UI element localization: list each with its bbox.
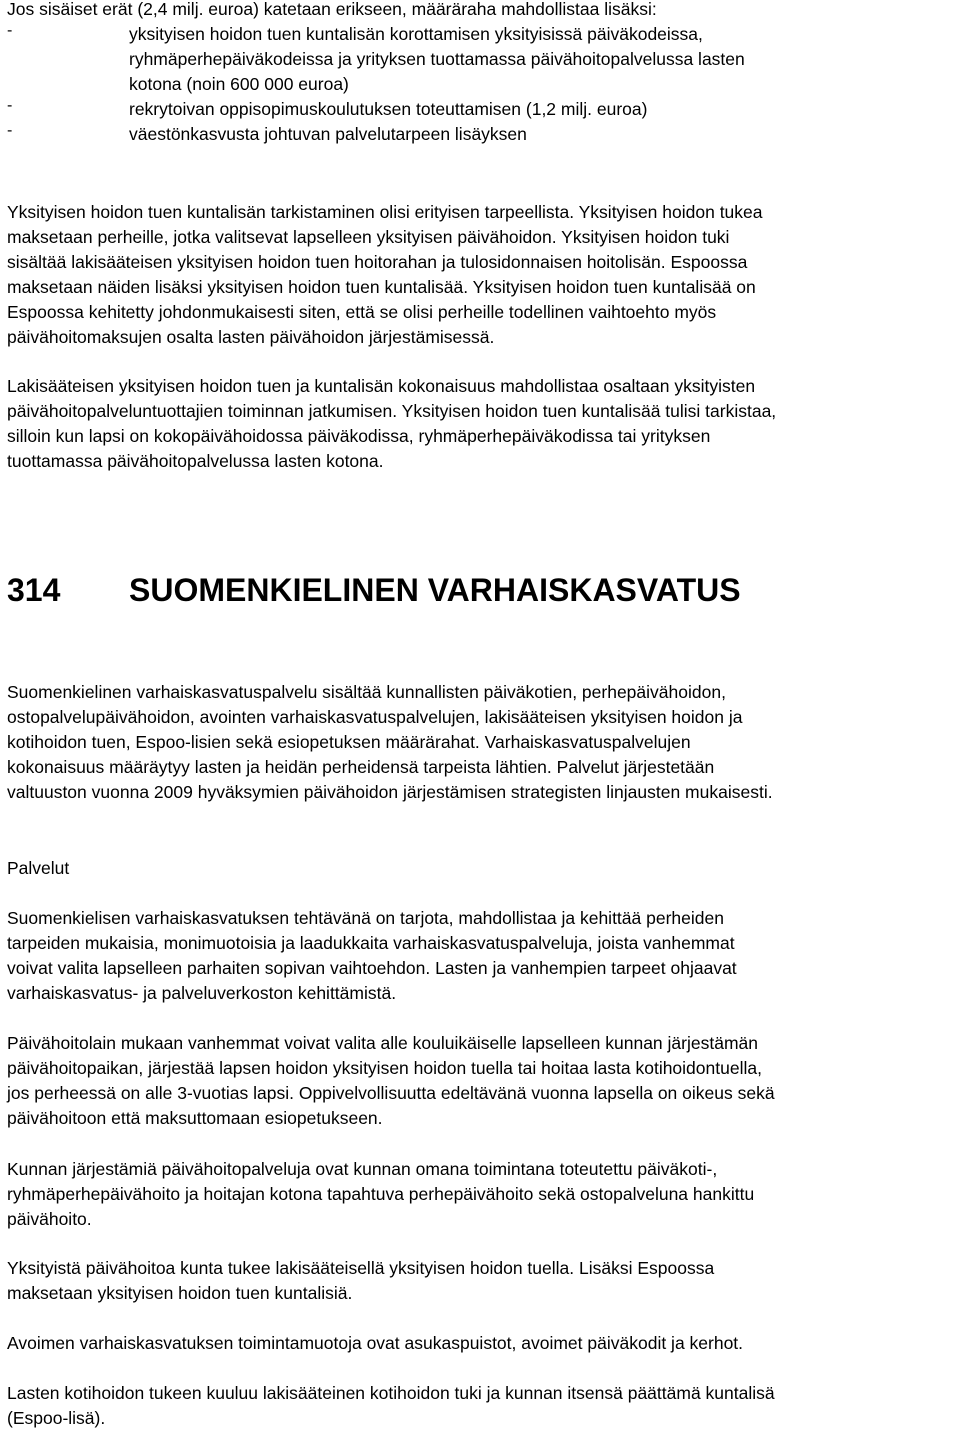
text-line: kotihoidon tuen, Espoo-lisien sekä esiopetuksen määrärahat. Varhaiskasvatuspalvelujen	[7, 732, 691, 752]
text-line: Suomenkielisen varhaiskasvatuksen tehtävänä on tarjota, mahdollistaa ja kehittää perheiden	[7, 908, 724, 928]
text-line: ostopalvelupäivähoidon, avointen varhaiskasvatuspalvelujen, lakisääteisen yksityisen hoidon ja	[7, 707, 743, 727]
text-line: päivähoitoon että maksuttomaan esiopetukseen.	[7, 1108, 383, 1128]
paragraph-private-daycare	[7, 1256, 714, 1306]
text-line: Espoossa kehitetty johdonmukaisesti siten, että se olisi perheille todellinen vaihtoehto myös	[7, 302, 717, 322]
list-item-text: kotona (noin 600 000 euroa)	[129, 74, 349, 94]
list-item-text: yksityisen hoidon tuen kuntalisän korottamisen yksityisissä päiväkodeissa,	[129, 24, 703, 44]
text-line: silloin kun lapsi on kokopäivähoidossa päiväkodissa, ryhmäperhepäiväkodissa tai yrityksen	[7, 426, 711, 446]
text-line: maksetaan yksityisen hoidon tuen kuntalisiä.	[7, 1283, 353, 1303]
paragraph-services-task	[7, 906, 737, 1006]
text-line: (Espoo-lisä).	[7, 1408, 106, 1428]
list-item-continuation	[7, 72, 657, 97]
text-line: maksetaan näiden lisäksi yksityisen hoidon tuen kuntalisää. Yksityisen hoidon tuen kuntalisää on	[7, 277, 756, 297]
text-line: Lasten kotihoidon tukeen kuuluu lakisääteinen kotihoidon tuki ja kunnan itsensä päättämä kuntalisä	[7, 1383, 775, 1403]
list-item-continuation	[7, 47, 745, 72]
list-item	[7, 97, 657, 122]
text-line: Suomenkielinen varhaiskasvatuspalvelu sisältää kunnallisten päiväkotien, perhepäivähoidon,	[7, 682, 726, 702]
paragraph-daycare-law	[7, 1031, 775, 1131]
text-line: Avoimen varhaiskasvatuksen toimintamuotoja ovat asukaspuistot, avoimet päiväkodit ja kerhot.	[7, 1333, 744, 1353]
subheading-services: Palvelut	[7, 858, 70, 878]
list-item	[7, 22, 703, 47]
list-item	[7, 122, 657, 147]
text-line: varhaiskasvatus- ja palveluverkoston kehittämistä.	[7, 983, 397, 1003]
text-line: maksetaan perheille, jotka valitsevat lapselleen yksityisen päivähoidon. Yksityisen hoidon tuki	[7, 227, 730, 247]
bullet-dash: -	[7, 97, 13, 114]
paragraph-open-early-education	[7, 1331, 743, 1356]
paragraph-municipal-services	[7, 1157, 754, 1232]
paragraph-statutory-support	[7, 374, 776, 474]
text-line: päivähoitomaksujen osalta lasten päivähoidon järjestämisessä.	[7, 327, 495, 347]
paragraph-private-care-supplement	[7, 200, 763, 350]
text-line: sisältää lakisääteisen yksityisen hoidon tuen hoitorahan ja tulosidonnaisen hoitolisän. Espoossa	[7, 252, 748, 272]
bullet-dash: -	[7, 122, 13, 139]
text-line: päivähoito.	[7, 1209, 92, 1229]
intro-text: Jos sisäiset erät (2,4 milj. euroa) katetaan erikseen, määräraha mahdollistaa lisäksi:	[7, 0, 657, 19]
text-line: tarpeiden mukaisia, monimuotoisia ja laadukkaita varhaiskasvatuspalveluja, joista vanhemmat	[7, 933, 735, 953]
text-line: valtuuston vuonna 2009 hyväksymien päivähoidon järjestämisen strategisten linjausten mukaisesti.	[7, 782, 773, 802]
list-item-text: väestönkasvusta johtuvan palvelutarpeen lisäyksen	[129, 124, 527, 144]
text-line: kokonaisuus määräytyy lasten ja heidän perheidensä tarpeista lähtien. Palvelut järjestetään	[7, 757, 715, 777]
text-line: Yksityisen hoidon tuen kuntalisän tarkistaminen olisi erityisen tarpeellista. Yksityisen hoidon tukea	[7, 202, 763, 222]
list-item-text: rekrytoivan oppisopimuskoulutuksen toteuttamisen (1,2 milj. euroa)	[129, 99, 648, 119]
text-line: ryhmäperhepäivähoito ja hoitajan kotona tapahtuva perhepäivähoito sekä ostopalveluna hankittu	[7, 1184, 755, 1204]
section-heading	[7, 571, 741, 609]
paragraph-home-care-support	[7, 1381, 775, 1431]
bullet-dash: -	[7, 22, 13, 39]
text-line: Yksityistä päivähoitoa kunta tukee lakisääteisellä yksityisen hoidon tuella. Lisäksi Espoossa	[7, 1258, 715, 1278]
list-item-text: ryhmäperhepäiväkodeissa ja yrityksen tuottamassa päivähoitopalvelussa lasten	[129, 49, 745, 69]
text-line: Päivähoitolain mukaan vanhemmat voivat valita alle kouluikäiselle lapselleen kunnan järjestämän	[7, 1033, 758, 1053]
section-title: SUOMENKIELINEN VARHAISKASVATUS	[129, 572, 741, 608]
text-line: päivähoitopaikan, järjestää lapsen hoidon yksityisen hoidon tuella tai hoitaa lasta kotihoidontuella,	[7, 1058, 762, 1078]
text-line: Kunnan järjestämiä päivähoitopalveluja ovat kunnan omana toimintana toteutettu päiväkoti-,	[7, 1159, 718, 1179]
text-line: Lakisääteisen yksityisen hoidon tuen ja kuntalisän kokonaisuus mahdollistaa osaltaan yksityisten	[7, 376, 756, 396]
intro-block	[7, 0, 745, 147]
text-line: jos perheessä on alle 3-vuotias lapsi. Oppivelvollisuutta edeltävänä vuonna lapsella on oikeus sekä	[7, 1083, 775, 1103]
paragraph-section-intro	[7, 680, 773, 805]
text-line: tuottamassa päivähoitopalvelussa lasten kotona.	[7, 451, 384, 471]
text-line: voivat valita lapselleen parhaiten sopivan vaihtoehdon. Lasten ja vanhempien tarpeet ohjaavat	[7, 958, 737, 978]
section-number: 314	[7, 572, 61, 608]
text-line: päivähoitopalveluntuottajien toiminnan jatkumisen. Yksityisen hoidon tuen kuntalisää tulisi tarkistaa,	[7, 401, 777, 421]
